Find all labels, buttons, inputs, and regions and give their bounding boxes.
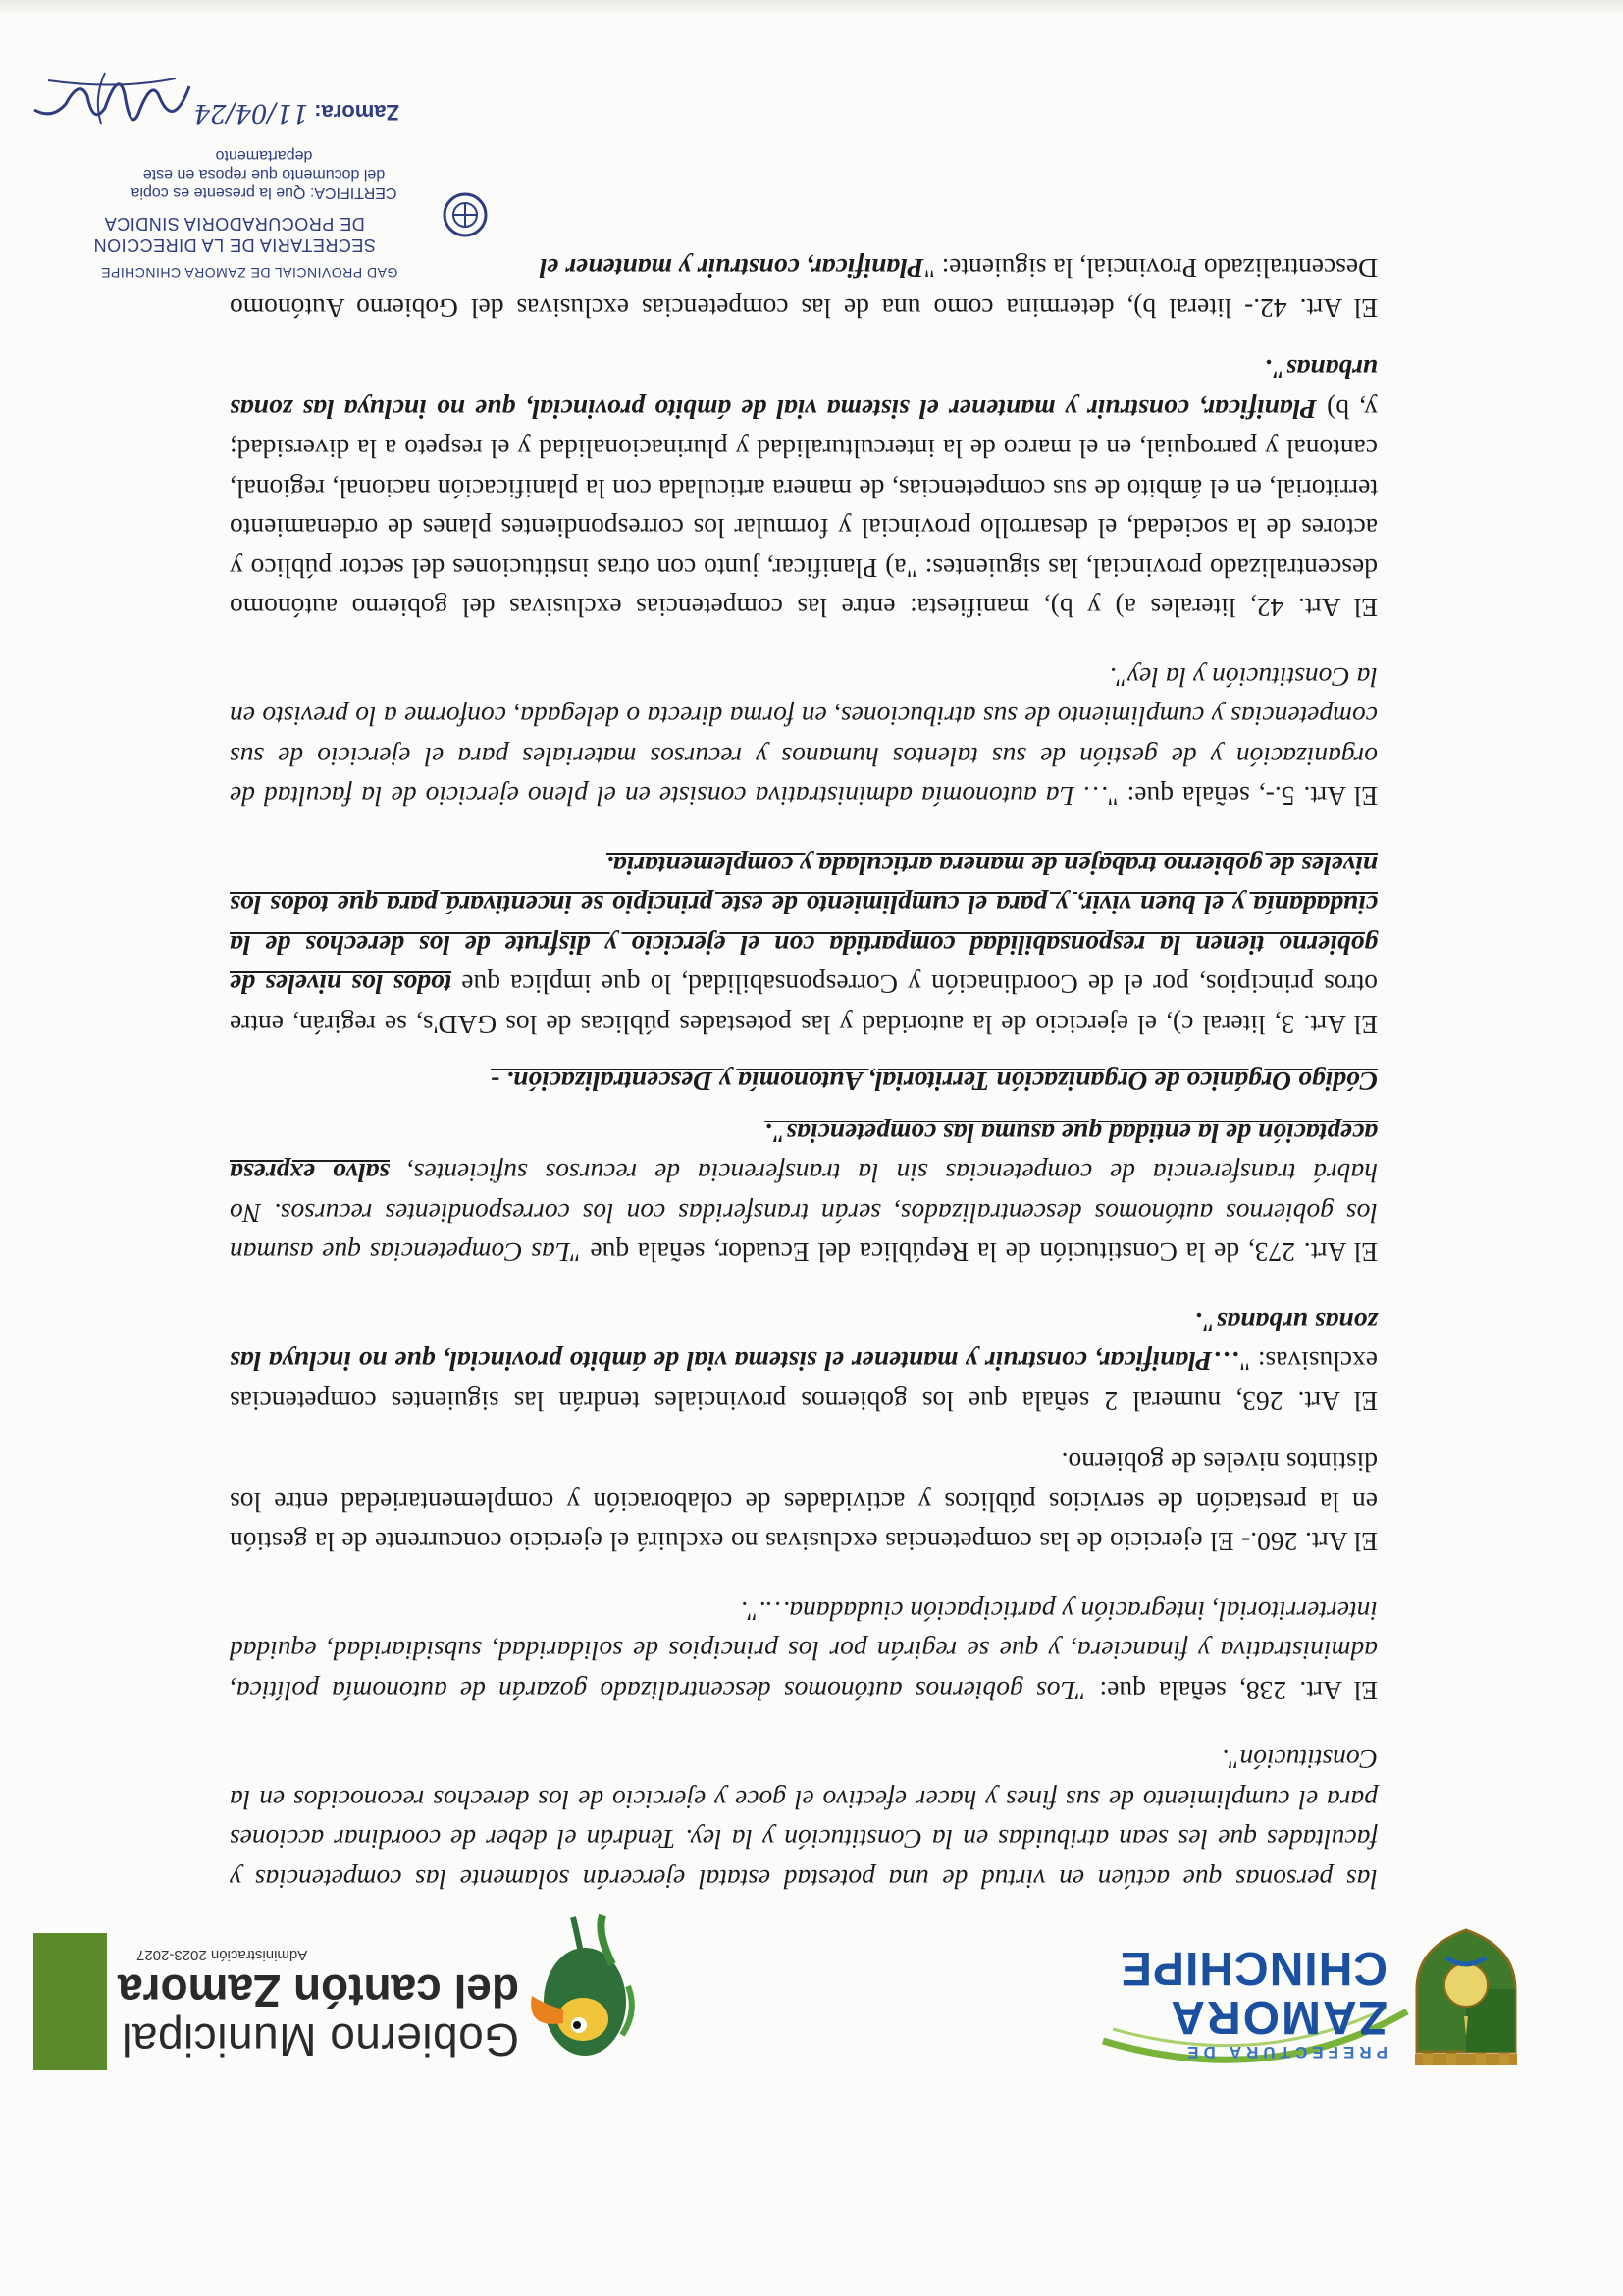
paragraph-art-3 xyxy=(230,846,1378,1045)
gobierno-name-line1: Gobierno Municipal xyxy=(121,2014,519,2065)
paragraph-constitucion-competencias xyxy=(230,1740,1378,1899)
prefectura-logo xyxy=(975,1913,1525,2080)
prefectura-name-line1: ZAMORA xyxy=(1169,1991,1387,2043)
prefectura-name-line2: CHINCHIPE xyxy=(1119,1942,1387,1994)
handwritten-signature-icon xyxy=(28,59,195,137)
stamp-date-value: 11/04/24 xyxy=(193,98,309,128)
paragraph-art-238 xyxy=(230,1592,1378,1711)
para-1-text: las personas que actúen en virtud de una potestad estatal ejercerán solamente las competencias y facultades que les sean atribuidas en la Constitución y la ley. Tendrán el deber de coordinar acciones para el cumplimiento de sus fines y hacer efectivo el goce y ejercicio de los derechos reconocidos en la Constitución". xyxy=(230,1745,1378,1895)
stamp-secretaria-line1: SECRETARIA DE LA DIRECCION xyxy=(93,235,376,255)
prefectura-small-label: PREFECTURA DE xyxy=(1182,2043,1387,2061)
paragraph-art-5 xyxy=(230,657,1378,816)
green-side-bar xyxy=(33,1933,107,2070)
para-5-underlined: salvo expresa aceptación de la entidad que asuma las competencias". xyxy=(230,1119,1378,1189)
prefectura-wordmark xyxy=(995,1944,1387,2061)
paragraph-art-263 xyxy=(230,1302,1378,1422)
stamp-certifica-text: CERTIFICA: Que la presente es copia del documento que reposa en este departamento xyxy=(131,147,397,201)
para-5-prefix: El Art. 273, de la Constitución de la República del Ecuador, señala que xyxy=(581,1237,1378,1269)
section-heading-cootad xyxy=(230,1062,1378,1102)
para-9-bold: Planificar, construir y mantener el sistema vial de ámbito provincial, que no incluya las zonas urbanas". xyxy=(230,354,1378,425)
para-8-quote: … La autonomía administrativa consiste en el pleno ejercicio de la facultad de organización y de gestión de sus talentos humanos y recursos materiales para el ejercicio de sus competencias y cumplimiento de sus atribuciones, en forma directa o delegada, conforme a lo previsto en la Constitución y la ley". xyxy=(230,662,1378,812)
para-2-quote: "Los gobiernos autónomos descentralizado gozarán de autonomía política, administrativa y financiera, y que se regirán por los principios de solidaridad, subsidiaridad, equidad interterritorial, integración y participación ciudadana….". xyxy=(230,1596,1378,1706)
gobierno-name-line2: del cantón Zamora xyxy=(118,1965,519,2016)
para-7-prefix: El Art. 3, literal c), el ejercicio de la autoridad y las potestades públicas de los GAD's, se regirán, entre otros principios, por el de Coordinación y Corresponsabilidad, lo que implica que xyxy=(230,969,1378,1040)
para-7-underlined: todos los niveles de gobierno tienen la responsabilidad compartida con el ejercicio y disfrute de los derechos de la ciudadanía y el buen vivir, y para el cumplimiento de este principio se incentivará para que todos los niveles de gobierno trabajen de manera articulada y complementaria. xyxy=(230,851,1378,1001)
para-10-bold: Planificar, construir y mantener el xyxy=(539,253,924,285)
certification-stamp xyxy=(28,59,490,285)
para-4-prefix: El Art. 263, numeral 2 señala que los gobiernos provinciales tendrán las siguientes competencias exclusivas: " xyxy=(230,1346,1378,1417)
para-3-text: El Art. 260.- El ejercicio de las competencias exclusivas no excluirá el ejercicio concurrente de la gestión en la prestación de servicios públicos y actividades de colaboración y complementariedad entre los distintos niveles de gobierno. xyxy=(230,1447,1378,1558)
para-10-prefix: El Art. 42.- literal b), determina como una de las competencias exclusivas del Gobierno Autónomo Descentralizado Provincial, la siguiente: " xyxy=(230,253,1378,324)
stamp-secretaria-line2: DE PROCURADORIA SINDICA xyxy=(104,214,365,234)
para-4-bold: …Planificar, construir y mantener el sistema vial de ámbito provincial, que no incluya las zonas urbanas". xyxy=(230,1307,1378,1378)
stamp-seal-icon xyxy=(441,190,490,239)
gobierno-municipal-logo xyxy=(33,1913,642,2080)
paragraph-art-260 xyxy=(230,1442,1378,1562)
para-8-prefix: El Art. 5.-, señala que: " xyxy=(1107,781,1378,812)
provincial-shield-icon xyxy=(1407,1928,1525,2065)
document-body xyxy=(230,219,1378,1899)
para-2-prefix: El Art. 238, señala que: xyxy=(1086,1676,1378,1706)
paragraph-art-273 xyxy=(230,1114,1378,1273)
letterhead xyxy=(33,1913,1564,2080)
paragraph-art-42-a-b xyxy=(230,349,1378,628)
gobierno-wordmark xyxy=(117,1947,519,2065)
para-9-text: El Art. 42, literales a) y b), manifiesta: entre las competencias exclusivas del gobierno autónomo descentralizado provincial, las siguientes: "a) Planificar, junto con otras instituciones del sector público y actores de la sociedad, el desarrollo provincial y formular los correspondientes planes de ordenamiento territorial, en el ámbito de sus competencias, de manera articulada con la planificación nacional, regional, cantonal y parroquial, en el marco de la interculturalidad y plurinacionalidad y el respeto a la diversidad; y, b) xyxy=(230,394,1378,624)
para-5-quote: "Las Competencias que asuman los gobiernos autónomos descentralizados, serán transferidas con los correspondientes recursos. No habrá transferencia de competencias sin la transferencia de recursos suficientes, xyxy=(229,1158,1378,1269)
administration-period: Administración 2023-2027 xyxy=(136,1947,308,1963)
cootad-title: Código Orgánico de Organización Territorial, Autonomía y Descentralización. - xyxy=(490,1067,1378,1098)
stamp-date-label: Zamora: xyxy=(314,100,399,125)
stamp-organization: GAD PROVINCIAL DE ZAMORA CHINCHIPE xyxy=(100,265,398,281)
toucan-mascot-icon xyxy=(524,1913,642,2080)
